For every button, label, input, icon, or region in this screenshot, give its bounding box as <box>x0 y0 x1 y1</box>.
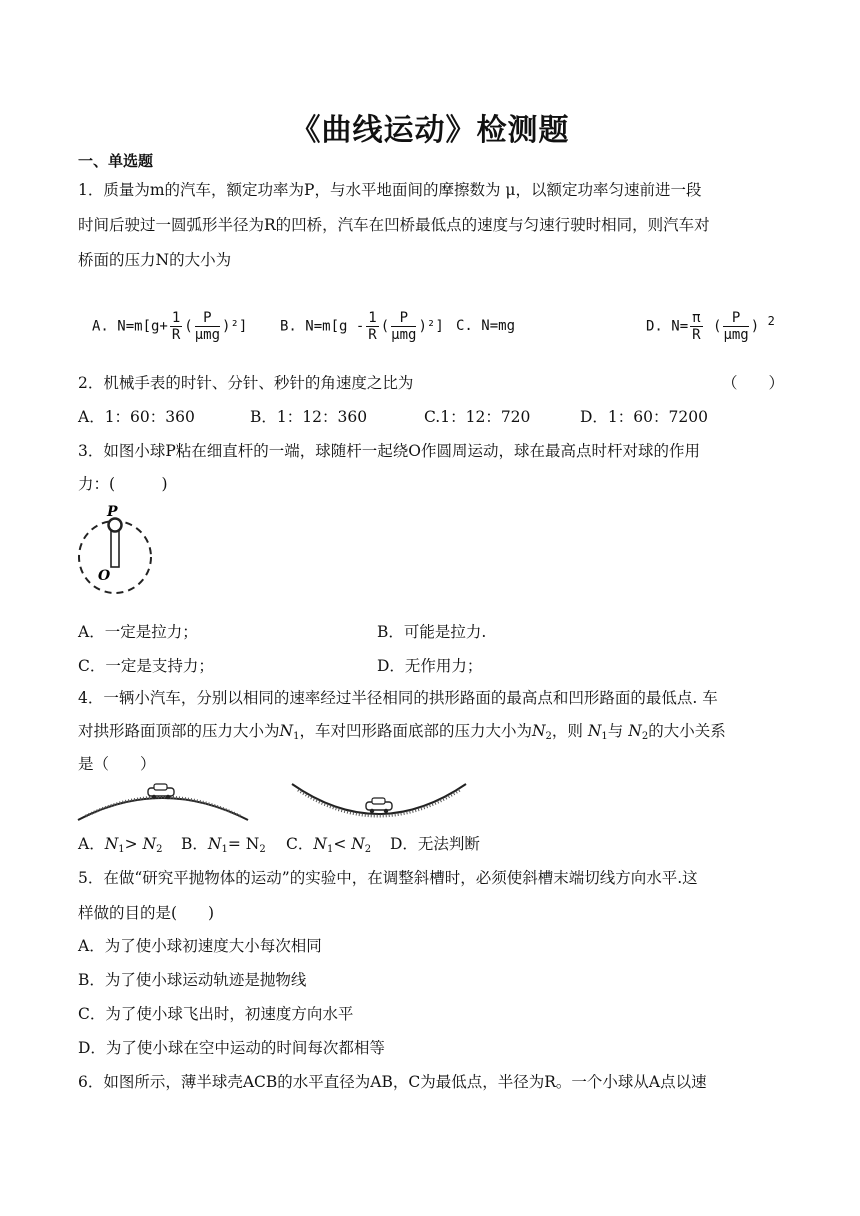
q4-option-c[interactable]: C．$N_1< N_2$ <box>286 835 372 855</box>
q5-option-b[interactable]: B．为了使小球运动轨迹是抛物线 <box>78 971 307 989</box>
q6-line-1: 6．如图所示，薄半球壳ACB的水平直径为AB，C为最低点，半径为R。一个小球从A点以速 <box>78 1073 707 1091</box>
q5-option-c[interactable]: C．为了使小球飞出时，初速度方向水平 <box>78 1005 354 1023</box>
rotating-rod-figure <box>74 502 162 606</box>
q3-line-2: 力：( ) <box>78 475 168 493</box>
q5-line-1: 5．在做“研究平抛物体的运动”的实验中，在调整斜槽时，必须使斜槽末端切线方向水平.这 <box>78 869 698 887</box>
q4-line-2: 对拱形路面顶部的压力大小为$N_1$，车对凹形路面底部的压力大小为$N_2$，则 $N_1$与 $N_2$的大小关系 <box>78 722 726 742</box>
road-hatching <box>86 797 240 816</box>
q1-line-2: 时间后驶过一圆弧形半径为R的凹桥，汽车在凹桥最低点的速度与匀速行驶时相同，则汽车对 <box>78 216 710 234</box>
q1-option-b[interactable]: B. N=m[g - $\frac{1}{R}$ ( $\frac{P}{\text{μmg}}$ )²] <box>280 310 444 343</box>
ball-p <box>109 519 122 532</box>
q1-option-d[interactable]: D. N= $\frac{\pi}{R}$ ( $\frac{P}{\text{μmg}}$ ) $^2$ <box>646 310 775 343</box>
q3-option-d[interactable]: D．无作用力； <box>377 657 483 675</box>
q2-option-a[interactable]: A．1：60：360 <box>78 408 195 426</box>
q2-option-c[interactable]: C.1：12：720 <box>424 408 531 426</box>
q5-line-2: 样做的目的是( ) <box>78 904 215 922</box>
q3-line-1: 3．如图小球P粘在细直杆的一端，球随杆一起绕O作圆周运动，球在最高点时杆对球的作用 <box>78 442 701 460</box>
arched-road-figure <box>76 780 250 822</box>
q2-stem: 2．机械手表的时针、分针、秒针的角速度之比为 <box>78 374 414 392</box>
q1-option-a[interactable]: A. N=m[g+ $\frac{1}{R}$ ( $\frac{P}{\text{μmg}}$ )²] <box>92 310 248 343</box>
q4-option-d[interactable]: D．无法判断 <box>390 835 480 853</box>
q4-line-1: 4．一辆小汽车，分别以相同的速率经过半径相同的拱形路面的最高点和凹形路面的最低点. 车 <box>78 689 718 707</box>
q4-option-a[interactable]: A．$N_1> N_2$ <box>78 835 163 855</box>
section-heading: 一、单选题 <box>78 152 154 170</box>
q3-option-a[interactable]: A．一定是拉力； <box>78 623 198 641</box>
q3-option-c[interactable]: C．一定是支持力； <box>78 657 214 675</box>
rod <box>111 530 119 567</box>
q4-option-b[interactable]: B．$N_1= N_2$ <box>181 835 266 855</box>
concave-road-figure <box>290 780 468 820</box>
q3-option-b[interactable]: B．可能是拉力. <box>377 623 487 641</box>
label-o: O <box>98 568 111 584</box>
q1-option-c[interactable]: C. N=mg <box>456 318 516 334</box>
label-p: P <box>107 504 118 520</box>
q2-answer-paren: （ ） <box>722 374 785 392</box>
q5-option-a[interactable]: A．为了使小球初速度大小每次相同 <box>78 937 322 955</box>
q2-option-d[interactable]: D．1：60：7200 <box>580 408 708 426</box>
page-title: 《曲线运动》检测题 <box>290 113 570 148</box>
q1-line-3: 桥面的压力N的大小为 <box>78 251 232 269</box>
car-icon <box>366 798 392 813</box>
q1-line-1: 1．质量为m的汽车，额定功率为P，与水平地面间的摩擦数为 μ，以额定功率匀速前进一段 <box>78 181 702 199</box>
q5-option-d[interactable]: D．为了使小球在空中运动的时间每次都相等 <box>78 1039 385 1057</box>
q2-option-b[interactable]: B．1：12：360 <box>250 408 368 426</box>
q4-line-3: 是（ ） <box>78 755 156 773</box>
